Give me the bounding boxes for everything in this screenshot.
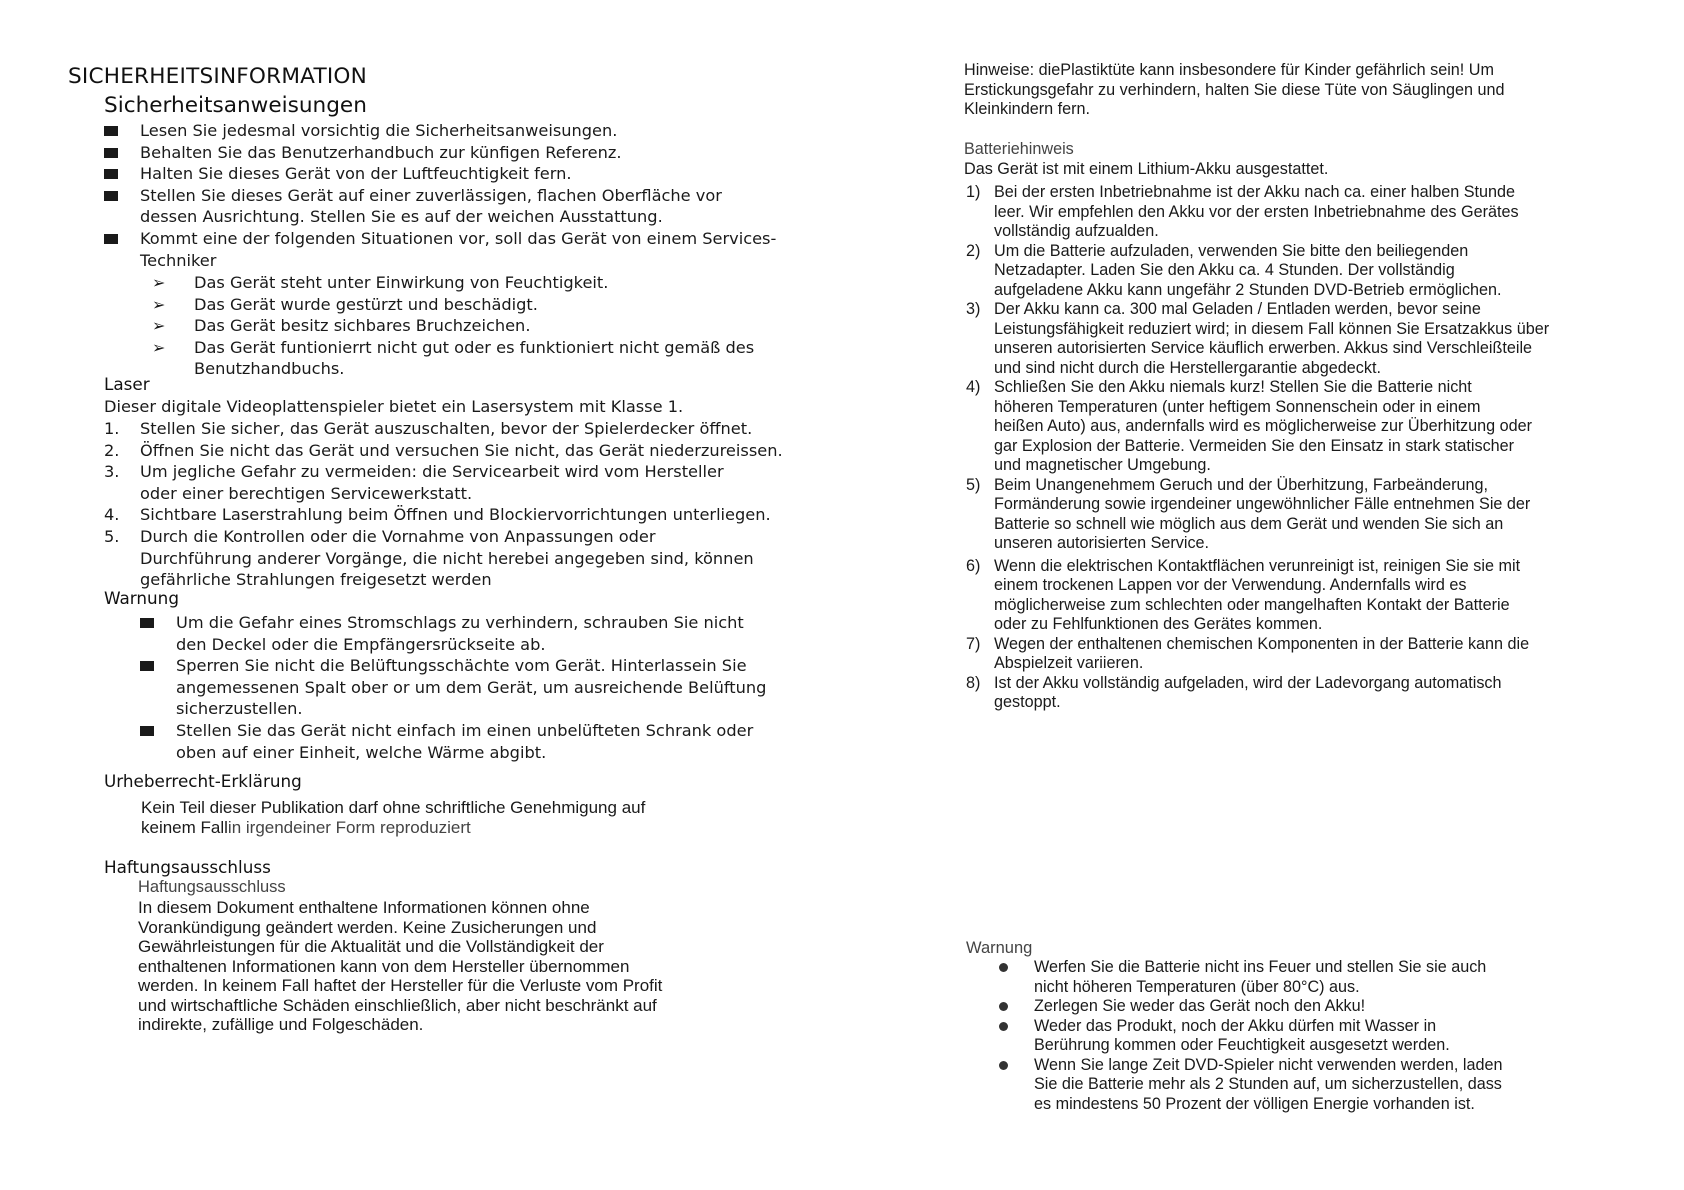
square-bullet-icon <box>104 191 118 201</box>
square-bullet-icon <box>140 726 154 736</box>
battery-warning-item: Werfen Sie die Batterie nicht ins Feuer und stellen Sie sie auch nicht höheren Temperaturen (über 80°C) aus. <box>998 958 1514 997</box>
battery-warning-item: Weder das Produkt, noch der Akku dürfen mit Wasser in Berührung kommen oder Feuchtigkeit ausgesetzt werden. <box>998 1017 1514 1056</box>
round-bullet-icon <box>999 1002 1008 1011</box>
battery-item: 7) Wegen der enthaltenen chemischen Komponenten in der Batterie kann die Abspielzeit variieren. <box>966 634 1530 672</box>
instructions-list <box>104 120 804 271</box>
laser-item: 4. Sichtbare Laserstrahlung beim Öffnen und Blockiervorrichtungen unterliegen. <box>104 505 771 525</box>
warning-list-right <box>998 958 1558 1114</box>
battery-warning-item: Zerlegen Sie weder das Gerät noch den Akku! <box>998 997 1514 1017</box>
battery-warning-item: Wenn Sie lange Zeit DVD-Spieler nicht verwenden werden, laden Sie die Batterie mehr als 2 Stunden auf, um sicherzustellen, dass es mindestens 50 Prozent der völligen Energie vorhanden ist. <box>998 1056 1514 1115</box>
battery-heading: Batteriehinweis <box>964 140 1074 158</box>
plastic-bag-note: Hinweise: diePlastiktüte kann insbesondere für Kinder gefährlich sein! Um Erstickungsgefahr zu verhindern, halten Sie diese Tüte von Säuglingen und Kleinkindern fern. <box>964 61 1505 118</box>
square-bullet-icon <box>104 148 118 158</box>
battery-item: 1) Bei der ersten Inbetriebnahme ist der Akku nach ca. einer halben Stunde leer. Wir empfehlen den Akku vor der ersten Inbetriebnahme des Gerätes vollständig aufzualden. <box>966 183 1519 240</box>
round-bullet-icon <box>999 1022 1008 1031</box>
instruction-item: Kommt eine der folgenden Situationen vor, soll das Gerät von einem Services-Techniker <box>104 228 780 271</box>
instruction-item: Halten Sie dieses Gerät von der Luftfeuchtigkeit fern. <box>104 163 804 185</box>
disclaimer-heading: Haftungsausschluss <box>104 857 271 877</box>
square-bullet-icon <box>140 661 154 671</box>
arrow-bullet-icon: ➢ <box>152 273 166 292</box>
copyright-heading: Urheberrecht-Erklärung <box>104 771 302 791</box>
situation-item: ➢ Das Gerät besitz sichbares Bruchzeichen. <box>152 316 531 336</box>
laser-intro: Dieser digitale Videoplattenspieler bietet ein Lasersystem mit Klasse 1. <box>104 397 684 416</box>
warning-heading-left: Warnung <box>104 588 179 608</box>
instruction-item: Lesen Sie jedesmal vorsichtig die Sicherheitsanweisungen. <box>104 120 804 142</box>
warning-item: Sperren Sie nicht die Belüftungsschächte vom Gerät. Hinterlassein Sie angemessenen Spalt ober or um dem Gerät, um ausreichende Belüftung sicherzustellen. <box>140 655 776 720</box>
laser-heading: Laser <box>104 374 150 394</box>
battery-item: 2) Um die Batterie aufzuladen, verwenden Sie bitte den beiliegenden Netzadapter. Laden Sie den Akku ca. 4 Stunden. Der vollständig aufgeladene Akku kann ungefähr 2 Stunden DVD-Betrieb ermöglichen. <box>966 241 1502 299</box>
warning-heading-right: Warnung <box>966 939 1033 957</box>
disclaimer-subheading: Haftungsausschluss <box>138 878 286 896</box>
square-bullet-icon <box>140 618 154 628</box>
instruction-item: Behalten Sie das Benutzerhandbuch zur künfigen Referenz. <box>104 142 804 164</box>
disclaimer-text: In diesem Dokument enthaltene Informationen können ohne Vorankündigung geändert werden. Keine Zusicherungen und Gewährleistungen für die Aktualität und die Vollständigkeit der enthaltenen Informationen kann von dem Hersteller übernommen werden. In keinem Fall haftet der Hersteller für die Verluste vom Profit und wirtschaftliche Schäden einschließlich, aber nicht beschränkt auf indirekte, zufällige und Folgeschäden. <box>138 898 663 1034</box>
copyright-text: Kein Teil dieser Publikation darf ohne schriftliche Genehmigung auf keinem Fallin irgendeiner Form reproduziert <box>141 798 646 837</box>
arrow-bullet-icon: ➢ <box>152 337 166 357</box>
arrow-bullet-icon: ➢ <box>152 316 166 336</box>
square-bullet-icon <box>104 126 118 136</box>
situation-item: ➢ Das Gerät wurde gestürzt und beschädigt. <box>152 294 538 314</box>
instruction-item: Stellen Sie dieses Gerät auf einer zuverlässigen, flachen Oberfläche vor dessen Ausrichtung. Stellen Sie es auf der weichen Ausstattung. <box>104 185 780 228</box>
situation-item: ➢ Das Gerät steht unter Einwirkung von Feuchtigkeit. <box>152 273 609 292</box>
battery-item: 3) Der Akku kann ca. 300 mal Geladen / Entladen werden, bevor seine Leistungsfähigkeit reduziert wird; in diesem Fall können Sie Ersatzakkus über unseren autorisierten Service käuflich erwerben. Akkus sind Verschleißteile und sind nicht durch die Herstellergarantie abgedeckt. <box>966 300 1550 377</box>
square-bullet-icon <box>104 169 118 179</box>
right-page <box>842 0 1684 1190</box>
laser-item: 1. Stellen Sie sicher, das Gerät auszuschalten, bevor der Spielerdecker öffnet. <box>104 419 753 438</box>
situation-item: ➢ Das Gerät funtionierrt nicht gut oder es funktioniert nicht gemäß des Benutzhandbuchs. <box>152 337 755 379</box>
laser-item: 2. Öffnen Sie nicht das Gerät und versuchen Sie nicht, das Gerät niederzureissen. <box>104 440 783 460</box>
battery-intro: Das Gerät ist mit einem Lithium-Akku ausgestattet. <box>964 160 1329 178</box>
laser-item: 3. Um jegliche Gefahr zu vermeiden: die Servicearbeit wird vom Hersteller oder einer berechtigen Servicewerkstatt. <box>104 462 724 503</box>
situations-list <box>152 272 772 380</box>
laser-list <box>104 418 784 591</box>
battery-item: 6) Wenn die elektrischen Kontaktflächen verunreinigt ist, reinigen Sie sie mit einem trockenen Lappen vor der Verwendung. Andernfalls wird es möglicherweise zum schlechten oder mangelhaften Kontakt der Batterie oder zu Fehlfunktionen des Gerätes kommen. <box>966 556 1521 633</box>
round-bullet-icon <box>999 963 1008 972</box>
battery-item: 8) Ist der Akku vollständig aufgeladen, wird der Ladevorgang automatisch gestoppt. <box>966 673 1502 711</box>
laser-item: 5. Durch die Kontrollen oder die Vornahme von Anpassungen oder Durchführung anderer Vorgänge, die nicht herebei angegeben sind, können gefährliche Strahlungen freigesetzt werden <box>104 526 754 590</box>
main-title: SICHERHEITSINFORMATION <box>68 64 367 89</box>
battery-list <box>966 183 1566 713</box>
section-title-instructions: Sicherheitsanweisungen <box>104 93 367 118</box>
battery-item: 4) Schließen Sie den Akku niemals kurz! Stellen Sie die Batterie nicht höheren Temperaturen (unter heftigem Sonnenschein oder in einem heißen Auto) aus, andernfalls wird es möglicherweise zur Überhitzung oder gar Explosion der Batterie. Vermeiden Sie den Einsatz in stark statischer und magnetischer Umgebung. <box>966 378 1533 474</box>
warning-item: Stellen Sie das Gerät nicht einfach im einen unbelüfteten Schrank oder oben auf einer Einheit, welche Wärme abgibt. <box>140 720 796 763</box>
arrow-bullet-icon: ➢ <box>152 294 166 314</box>
square-bullet-icon <box>104 234 118 244</box>
warning-list-left <box>140 612 800 763</box>
battery-item: 5) Beim Unangenehmem Geruch und der Überhitzung, Farbeänderung, Formänderung sowie irgendeiner ungewöhnlicher Fälle entnehmen Sie der Batterie so schnell wie möglich aus dem Gerät und wenden Sie sich an unseren autorisierten Service. <box>966 475 1531 552</box>
warning-item: Um die Gefahr eines Stromschlags zu verhindern, schrauben Sie nicht den Deckel oder die Empfängersrückseite ab. <box>140 612 776 655</box>
round-bullet-icon <box>999 1061 1008 1070</box>
